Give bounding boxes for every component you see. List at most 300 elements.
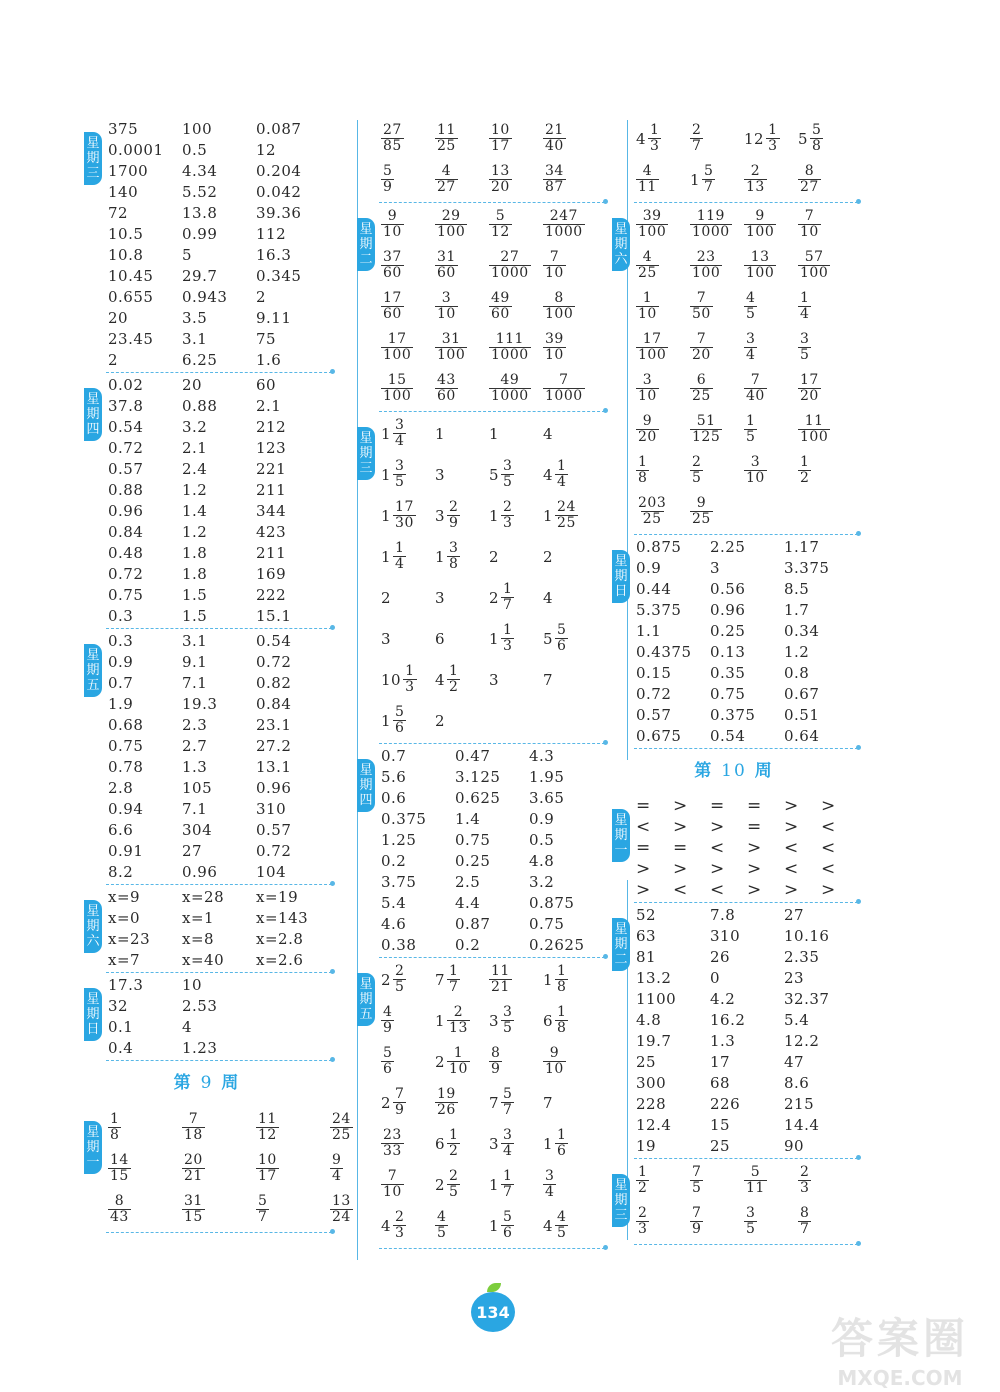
answer-cell (435, 425, 489, 443)
answer-cell: 2.4 (182, 459, 208, 478)
numerator: 24 (557, 499, 576, 515)
answer-row (636, 536, 858, 557)
answer-cell: 0.47 (455, 746, 491, 765)
answer-cell (381, 964, 435, 995)
whole-number: 6 (543, 1011, 554, 1030)
answer-cell (744, 414, 798, 445)
answer-row (381, 1123, 605, 1164)
numerator: 4 (441, 163, 452, 179)
denominator: 11 (746, 1180, 765, 1196)
answer-cell: 1.2 (784, 642, 810, 661)
answer-cell: < (821, 858, 836, 879)
fraction (690, 414, 722, 445)
answer-cell (636, 123, 690, 154)
denominator: 43 (110, 1209, 129, 1225)
answer-cell: 0.375 (710, 705, 756, 724)
answer-row (108, 542, 332, 563)
numerator: 7 (559, 372, 569, 388)
answer-cell (744, 1165, 798, 1196)
answer-cell (381, 291, 435, 322)
answer-row (108, 714, 332, 735)
answer-cell (381, 1169, 435, 1200)
day-section (82, 1107, 351, 1230)
whole-number: 3 (489, 670, 500, 689)
fraction (501, 1169, 514, 1200)
fraction (798, 164, 821, 195)
answer-cell: 81 (636, 947, 657, 966)
fraction (636, 496, 668, 527)
answer-cell: 1.2 (182, 522, 208, 541)
fraction (555, 1005, 568, 1036)
denominator: 20 (638, 429, 657, 445)
day-label: 星期三 (612, 1174, 630, 1227)
answer-cell: 90 (784, 1136, 805, 1155)
answer-cell: 2.7 (182, 736, 208, 755)
numerator: 247 (549, 208, 578, 224)
answer-cell: 27 (784, 905, 805, 924)
answer-row (381, 1000, 605, 1041)
fraction (690, 1165, 703, 1196)
numerator: 3 (503, 458, 513, 474)
answer-cell: 0.875 (636, 537, 682, 556)
answer-cell: 1.23 (182, 1038, 218, 1057)
answer-cell: 0.96 (710, 600, 746, 619)
denominator: 60 (437, 388, 456, 404)
denominator: 7 (503, 1102, 513, 1118)
answer-cell (543, 459, 597, 490)
denominator: 60 (437, 265, 456, 281)
numerator: 1 (449, 963, 459, 979)
answer-row (381, 871, 605, 892)
numerator: 1 (503, 1168, 513, 1184)
answer-row (636, 683, 858, 704)
denominator: 5 (800, 347, 810, 363)
answer-cell: 26 (710, 947, 731, 966)
answer-cell: x=40 (182, 950, 225, 969)
answer-cell: 29.7 (182, 266, 218, 285)
answer-cell: 0.72 (108, 438, 144, 457)
denominator: 3 (395, 1225, 405, 1241)
whole-number: 4 (543, 424, 554, 443)
numerator: 1 (800, 454, 810, 470)
answer-cell (636, 1165, 690, 1196)
answer-cell (798, 164, 852, 195)
denominator: 21 (491, 979, 510, 995)
answer-cell: 12 (256, 140, 277, 159)
denominator: 2 (449, 1143, 459, 1159)
answer-cell (543, 1046, 597, 1077)
answer-cell: > (673, 816, 688, 837)
answer-cell (690, 455, 744, 486)
whole-number: 2 (489, 547, 500, 566)
numerator: 3 (503, 1127, 513, 1143)
answer-cell: 0.75 (455, 830, 491, 849)
answer-cell: 100 (182, 119, 213, 138)
fraction (543, 1046, 566, 1077)
answer-cell (690, 414, 744, 445)
denominator: 85 (383, 138, 402, 154)
numerator: 119 (696, 208, 725, 224)
answer-cell (798, 1165, 852, 1196)
fraction (798, 250, 830, 281)
answer-cell (381, 630, 435, 648)
answer-cell: 8.5 (784, 579, 810, 598)
fraction (555, 964, 568, 995)
answer-cell: > (636, 858, 651, 879)
numerator: 11 (491, 963, 510, 979)
section-divider (379, 411, 605, 412)
answer-cell: 0.54 (108, 417, 144, 436)
answer-cell (744, 164, 798, 195)
fraction (744, 332, 757, 363)
whole-number: 4 (381, 1216, 392, 1235)
numerator: 49 (500, 372, 520, 388)
numerator: 4 (557, 1209, 567, 1225)
answer-cell: 3.125 (455, 767, 501, 786)
denominator: 40 (545, 138, 564, 154)
answer-cell: 0.67 (784, 684, 820, 703)
answer-cell (636, 1206, 690, 1237)
answer-cell (489, 1005, 543, 1036)
fraction (447, 1005, 470, 1036)
answer-cell: 3.75 (381, 872, 417, 891)
answer-cell: 0.72 (636, 684, 672, 703)
answer-cell (182, 1194, 256, 1225)
denominator: 87 (545, 179, 564, 195)
answer-cell: 222 (256, 585, 287, 604)
numerator: 24 (332, 1111, 351, 1127)
fraction (393, 705, 406, 736)
fraction (690, 332, 713, 363)
answer-cell: 3.2 (182, 417, 208, 436)
section-divider (634, 202, 858, 203)
denominator: 25 (642, 511, 662, 527)
whole-number: 2 (543, 547, 554, 566)
answer-cell: 0.9 (108, 652, 134, 671)
fraction (766, 123, 779, 154)
denominator: 9 (383, 179, 393, 195)
answer-row (636, 795, 858, 816)
answer-row (636, 245, 858, 286)
fraction (744, 455, 767, 486)
answer-cell: 0.82 (256, 673, 292, 692)
answer-cell: 14.4 (784, 1115, 820, 1134)
answer-cell: 0.2 (381, 851, 407, 870)
numerator: 10 (491, 122, 510, 138)
answer-cell (543, 1128, 597, 1159)
answer-cell (798, 332, 852, 363)
numerator: 7 (696, 290, 707, 306)
answer-cell: < (636, 816, 651, 837)
answer-cell: 0.375 (381, 809, 427, 828)
denominator: 9 (692, 1221, 702, 1237)
numerator: 51 (696, 413, 716, 429)
answer-cell (381, 418, 435, 449)
fraction (798, 1165, 811, 1196)
fraction (182, 1194, 205, 1225)
answer-cell: 0.6 (381, 788, 407, 807)
fraction (690, 373, 713, 404)
denominator: 4 (746, 347, 756, 363)
numerator: 7 (804, 208, 815, 224)
fraction (543, 123, 566, 154)
answer-cell: 1.7 (784, 600, 810, 619)
answer-cell: 304 (182, 820, 213, 839)
answer-cell: 1700 (108, 161, 149, 180)
answer-cell: 0.57 (108, 459, 144, 478)
numerator: 2 (692, 122, 702, 138)
answer-cell: 1.2 (182, 480, 208, 499)
answer-cell: > (747, 858, 762, 879)
answer-cell: = (636, 795, 651, 816)
answer-cell: 0.56 (710, 579, 746, 598)
denominator: 1000 (545, 388, 583, 404)
section-divider (634, 1158, 858, 1159)
answer-cell (435, 1087, 489, 1118)
numerator: 11 (258, 1111, 277, 1127)
numerator: 8 (800, 1205, 810, 1221)
denominator: 100 (638, 347, 667, 363)
answer-cell (636, 373, 690, 404)
denominator: 7 (449, 979, 459, 995)
fraction (744, 1206, 757, 1237)
numerator: 5 (395, 704, 405, 720)
denominator: 8 (449, 556, 459, 572)
denominator: 100 (692, 265, 721, 281)
fraction (403, 664, 416, 695)
week-suffix: 周 (754, 761, 774, 781)
fraction (381, 164, 394, 195)
answer-cell (489, 1210, 543, 1241)
denominator: 20 (692, 347, 711, 363)
answer-cell (489, 1046, 543, 1077)
answer-cell: = (747, 795, 762, 816)
denominator: 4 (557, 474, 567, 490)
numerator: 3 (503, 1004, 513, 1020)
answer-row (108, 416, 332, 437)
answer-cell (636, 455, 690, 486)
whole-number: 1 (489, 1175, 500, 1194)
answer-cell (636, 291, 690, 322)
answer-cell: < (821, 837, 836, 858)
fraction (798, 373, 821, 404)
answer-cell (435, 630, 489, 648)
answer-cell (381, 1046, 435, 1077)
day-label: 星期五 (357, 973, 375, 1026)
numerator: 1 (110, 1111, 120, 1127)
answer-row (108, 1107, 351, 1148)
numerator: 17 (642, 331, 662, 347)
answer-cell (489, 671, 543, 689)
answer-row (381, 913, 605, 934)
fraction (543, 164, 566, 195)
answer-cell: < (784, 837, 799, 858)
answer-cell (543, 671, 597, 689)
denominator: 7 (800, 1221, 810, 1237)
numerator: 1 (405, 663, 415, 679)
denominator: 21 (184, 1168, 203, 1184)
denominator: 25 (692, 388, 711, 404)
answer-cell: 3.5 (182, 308, 208, 327)
denominator: 50 (692, 306, 711, 322)
whole-number: 1 (381, 424, 392, 443)
numerator: 5 (258, 1193, 268, 1209)
answer-cell (489, 250, 543, 281)
numerator: 31 (441, 331, 461, 347)
whole-number: 1 (381, 711, 392, 730)
numerator: 34 (545, 163, 564, 179)
whole-number: 4 (636, 129, 647, 148)
fraction (744, 1165, 767, 1196)
whole-number: 7 (489, 1093, 500, 1112)
answer-row (636, 662, 858, 683)
answer-row (381, 850, 605, 871)
day-section (355, 413, 605, 741)
answer-cell: 6.6 (108, 820, 134, 839)
answer-row (381, 286, 605, 327)
answer-cell: 0.4 (108, 1038, 134, 1057)
day-section (610, 795, 858, 900)
answer-cell (381, 209, 435, 240)
day-section (82, 886, 332, 970)
answer-row (108, 374, 332, 395)
answer-cell (744, 250, 798, 281)
answer-column-2 (355, 118, 605, 1250)
answer-row (381, 454, 605, 495)
denominator: 3 (800, 1180, 810, 1196)
watermark-top: 答案圈 (830, 1314, 969, 1363)
answer-cell: 0.64 (784, 726, 820, 745)
denominator: 7 (692, 138, 702, 154)
answer-cell: 10.8 (108, 245, 144, 264)
answer-cell (435, 964, 489, 995)
answer-cell (489, 123, 543, 154)
answer-row (636, 368, 858, 409)
denominator: 1000 (545, 224, 583, 240)
fraction (501, 1005, 514, 1036)
numerator: 3 (746, 1205, 756, 1221)
answer-cell: 0.675 (636, 726, 682, 745)
answer-cell: 5.375 (636, 600, 682, 619)
denominator: 100 (638, 224, 667, 240)
numerator: 9 (755, 208, 765, 224)
numerator: 5 (750, 1164, 761, 1180)
fraction (489, 291, 512, 322)
denominator: 9 (395, 1102, 405, 1118)
answer-cell: 0.94 (108, 799, 144, 818)
answer-cell: 0.96 (182, 862, 218, 881)
answer-cell: x=2.8 (256, 929, 304, 948)
numerator: 1 (557, 458, 567, 474)
answer-row (108, 777, 332, 798)
numerator: 31 (184, 1193, 203, 1209)
denominator: 10 (545, 265, 564, 281)
answer-row (108, 756, 332, 777)
denominator: 6 (395, 720, 405, 736)
answer-cell: 10.5 (108, 224, 144, 243)
answer-row (108, 995, 332, 1016)
answer-row (108, 286, 332, 307)
whole-number: 10 (381, 670, 402, 689)
fraction (381, 250, 404, 281)
answer-cell (690, 250, 744, 281)
numerator: 5 (495, 208, 506, 224)
answer-cell (381, 1005, 435, 1036)
answer-cell: 3.1 (182, 631, 208, 650)
answer-cell: 310 (710, 926, 741, 945)
denominator: 4 (545, 1184, 555, 1200)
answer-cell: 1.17 (784, 537, 820, 556)
answer-cell: = (673, 837, 688, 858)
fraction (435, 123, 458, 154)
answer-cell: 3.2 (529, 872, 555, 891)
whole-number: 1 (381, 506, 392, 525)
numerator: 5 (557, 622, 567, 638)
answer-row (108, 1148, 342, 1189)
fraction (543, 373, 585, 404)
answer-cell: 32.37 (784, 989, 830, 1008)
answer-row (636, 1051, 858, 1072)
answer-row (636, 286, 858, 327)
section-divider (634, 1244, 858, 1245)
answer-cell: 0.7 (108, 673, 134, 692)
day-label: 星期六 (84, 900, 102, 953)
answer-cell: 20 (182, 375, 203, 394)
fraction (256, 1194, 269, 1225)
answer-row (636, 599, 858, 620)
fraction (489, 1046, 502, 1077)
answer-cell (381, 541, 435, 572)
whole-number: 1 (489, 629, 500, 648)
denominator: 10 (383, 224, 402, 240)
answer-row (636, 925, 858, 946)
denominator: 2 (449, 679, 459, 695)
answer-cell (435, 664, 489, 695)
answer-cell (182, 1112, 256, 1143)
denominator: 40 (746, 388, 765, 404)
denominator: 3 (503, 638, 513, 654)
answer-cell (381, 1210, 435, 1241)
denominator: 12 (491, 224, 510, 240)
fraction (810, 123, 823, 154)
answer-row (108, 244, 332, 265)
week-suffix: 周 (221, 1073, 241, 1093)
whole-number: 6 (435, 1134, 446, 1153)
answer-cell: 8.6 (784, 1073, 810, 1092)
numerator: 3 (441, 290, 452, 306)
answer-cell: 226 (710, 1094, 741, 1113)
answer-cell: 0.91 (108, 841, 144, 860)
answer-cell (798, 250, 852, 281)
answer-cell: 0.99 (182, 224, 218, 243)
answer-cell: x=8 (182, 929, 215, 948)
fraction (543, 1169, 556, 1200)
numerator: 2 (800, 1164, 810, 1180)
fraction (690, 250, 722, 281)
answer-cell (690, 209, 744, 240)
numerator: 1 (557, 1127, 567, 1143)
answer-cell: 0.68 (108, 715, 144, 734)
denominator: 5 (746, 429, 756, 445)
fraction (489, 250, 531, 281)
answer-cell: > (710, 858, 725, 879)
numerator: 1 (503, 622, 513, 638)
answer-cell: 0.96 (256, 778, 292, 797)
answer-cell (489, 209, 543, 240)
answer-cell: 0.87 (455, 914, 491, 933)
week-heading (610, 756, 858, 781)
answer-cell: 0.625 (455, 788, 501, 807)
